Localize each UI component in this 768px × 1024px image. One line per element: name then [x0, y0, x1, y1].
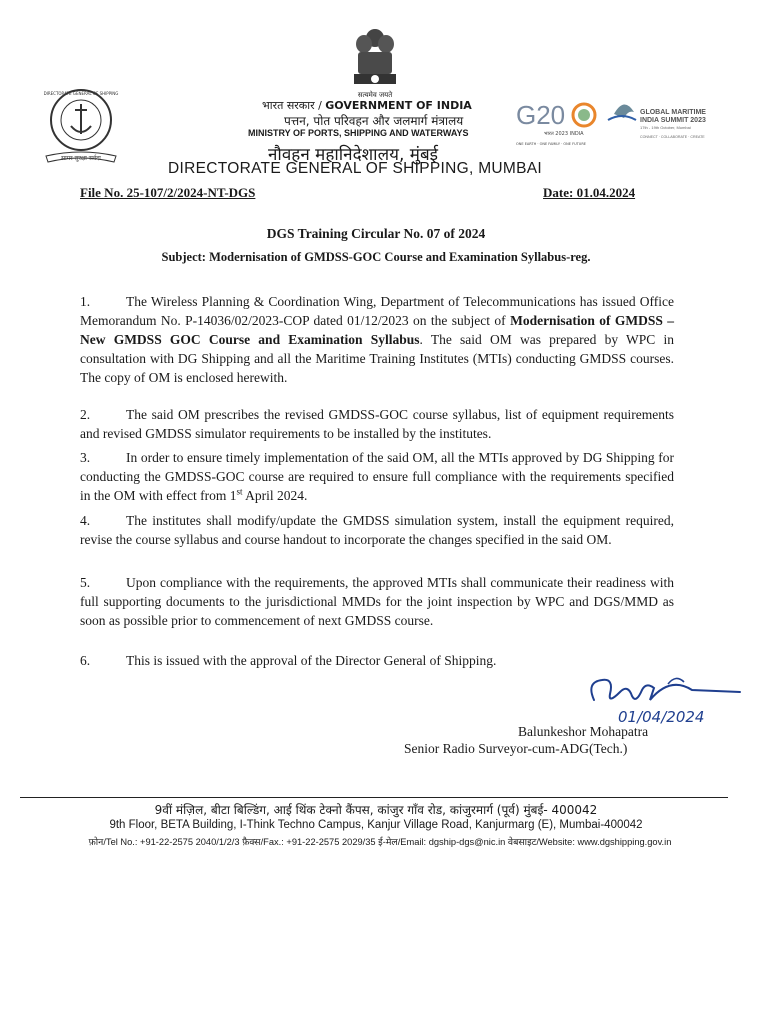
- handwritten-signature: [580, 670, 750, 730]
- paragraph-4: [80, 511, 674, 549]
- paragraph-2: [80, 405, 674, 443]
- paragraph-5: [80, 573, 674, 630]
- g20-tagline: ONE EARTH · ONE FAMILY · ONE FUTURE: [516, 142, 586, 146]
- gov-english: GOVERNMENT OF INDIA: [325, 99, 472, 112]
- circular-subject: Subject: Modernisation of GMDSS-GOC Course and Examination Syllabus-reg.: [161, 250, 591, 264]
- g20-text: G20: [516, 100, 566, 130]
- paragraph-text: Upon compliance with the requirements, the approved MTIs shall communicate their readiness with full supporting documents to the jurisdictional MMDs for the joint inspection by WPC and DGS/MMD as soon as possible prior to commencement of next GMDSS course.: [80, 575, 674, 628]
- ministry-hindi: पत्तन, पोत परिवहन और जलमार्ग मंत्रालय: [284, 114, 464, 128]
- paragraph-bold-text: Modernisation of GMDSS – New GMDSS GOC Course and Examination Syllabus: [80, 313, 674, 347]
- circular-title: DGS Training Circular No. 07 of 2024: [266, 226, 486, 241]
- directorate-hindi: नौवहन महानिदेशालय, मुंबई: [268, 145, 438, 165]
- signatory-name: Balunkeshor Mohapatra: [518, 724, 649, 739]
- dg-shipping-logo: [36, 86, 126, 166]
- paragraph-number: 4.: [80, 513, 91, 528]
- paragraph-6: [80, 651, 674, 670]
- paragraph-text: . The said OM was prepared by WPC in consultation with DG Shipping and all the Maritime Training Institutes (MTIs) conducting GMDSS courses. The copy of OM is enclosed herewith.: [80, 332, 674, 385]
- paragraph-text: In order to ensure timely implementation of the said OM, all the MTIs approved by DG Shipping for conducting the GMDSS-GOC course are required to ensure full compliance with the requirements specified in the OM with effect from 1: [80, 450, 674, 503]
- paragraph-number: 3.: [80, 450, 91, 465]
- summit-line-1: GLOBAL MARITIME: [640, 109, 706, 116]
- g20-subtext: भारत 2023 INDIA: [544, 131, 584, 137]
- paragraph-3: [80, 448, 674, 505]
- signatory-designation: Senior Radio Surveyor-cum-ADG(Tech.): [404, 741, 628, 756]
- summit-line-3: 17th - 19th October, Mumbai: [640, 125, 691, 130]
- gov-hindi: भारत सरकार /: [262, 99, 322, 112]
- government-line: [262, 98, 472, 113]
- emblem-motto: सत्यमेव जयते: [357, 91, 393, 99]
- ministry-english: MINISTRY OF PORTS, SHIPPING AND WATERWAYS: [248, 128, 469, 138]
- summit-line-4: CONNECT · COLLABORATE · CREATE: [640, 135, 705, 139]
- summit-line-2: INDIA SUMMIT 2023: [640, 117, 706, 124]
- paragraph-text: The said OM prescribes the revised GMDSS-GOC course syllabus, list of equipment requirements and revised GMDSS simulator requirements to be installed by the institutes.: [80, 407, 674, 441]
- footer-address-english: 9th Floor, BETA Building, I-Think Techno Campus, Kanjur Village Road, Kanjurmarg (E), Mumbai-400042: [109, 819, 643, 831]
- svg-text:DIRECTORATE GENERAL OF SHIPPIN: DIRECTORATE GENERAL OF SHIPPING: [43, 91, 119, 96]
- signature-date: 01/04/2024: [618, 708, 705, 726]
- paragraph-text: The Wireless Planning & Coordination Wing, Department of Telecommunications has issued Office Memorandum No. P-14036/02/2023-COP dated 01/12/2023 on the subject of: [80, 294, 674, 328]
- circular-date: Date: 01.04.2024: [543, 185, 636, 200]
- logo-motto: सागर सुरक्षा सर्वदा: [61, 155, 101, 162]
- footer-address-hindi: 9वीं मंज़िल, बीटा बिल्डिंग, आई थिंक टेक्नो कैंपस, कांजुर गाँव रोड, कांजुरमार्ग (पूर्व) मुंबई- 400042: [154, 803, 598, 817]
- paragraph-number: 1.: [80, 294, 91, 309]
- paragraph-text: This is issued with the approval of the Director General of Shipping.: [126, 653, 497, 668]
- g20-logo: [514, 96, 604, 148]
- paragraph-number: 6.: [80, 653, 91, 668]
- gmis-logo: [606, 92, 706, 148]
- file-number: File No. 25-107/2/2024-NT-DGS: [80, 185, 256, 200]
- paragraph-text: The institutes shall modify/update the GMDSS simulation system, install the equipment required, revise the course syllabus and course handout to incorporate the changes specified in the said OM.: [80, 513, 674, 547]
- paragraph-number: 5.: [80, 575, 91, 590]
- footer-divider: [20, 797, 728, 798]
- superscript: st: [236, 486, 243, 497]
- paragraph-number: 2.: [80, 407, 91, 422]
- paragraph-1: [80, 292, 674, 387]
- footer-contact: फ़ोन/Tel No.: +91-22-2575 2040/1/2/3 फ़ैक्स/Fax.: +91-22-2575 2029/35 ई-मेल/Email: dgship-dgs@nic.in वेबसाइट/Website: www.dgshipping.gov.in: [88, 837, 672, 847]
- national-emblem: [344, 26, 406, 102]
- directorate-english: DIRECTORATE GENERAL OF SHIPPING, MUMBAI: [168, 160, 542, 177]
- paragraph-text: April 2024.: [242, 488, 308, 503]
